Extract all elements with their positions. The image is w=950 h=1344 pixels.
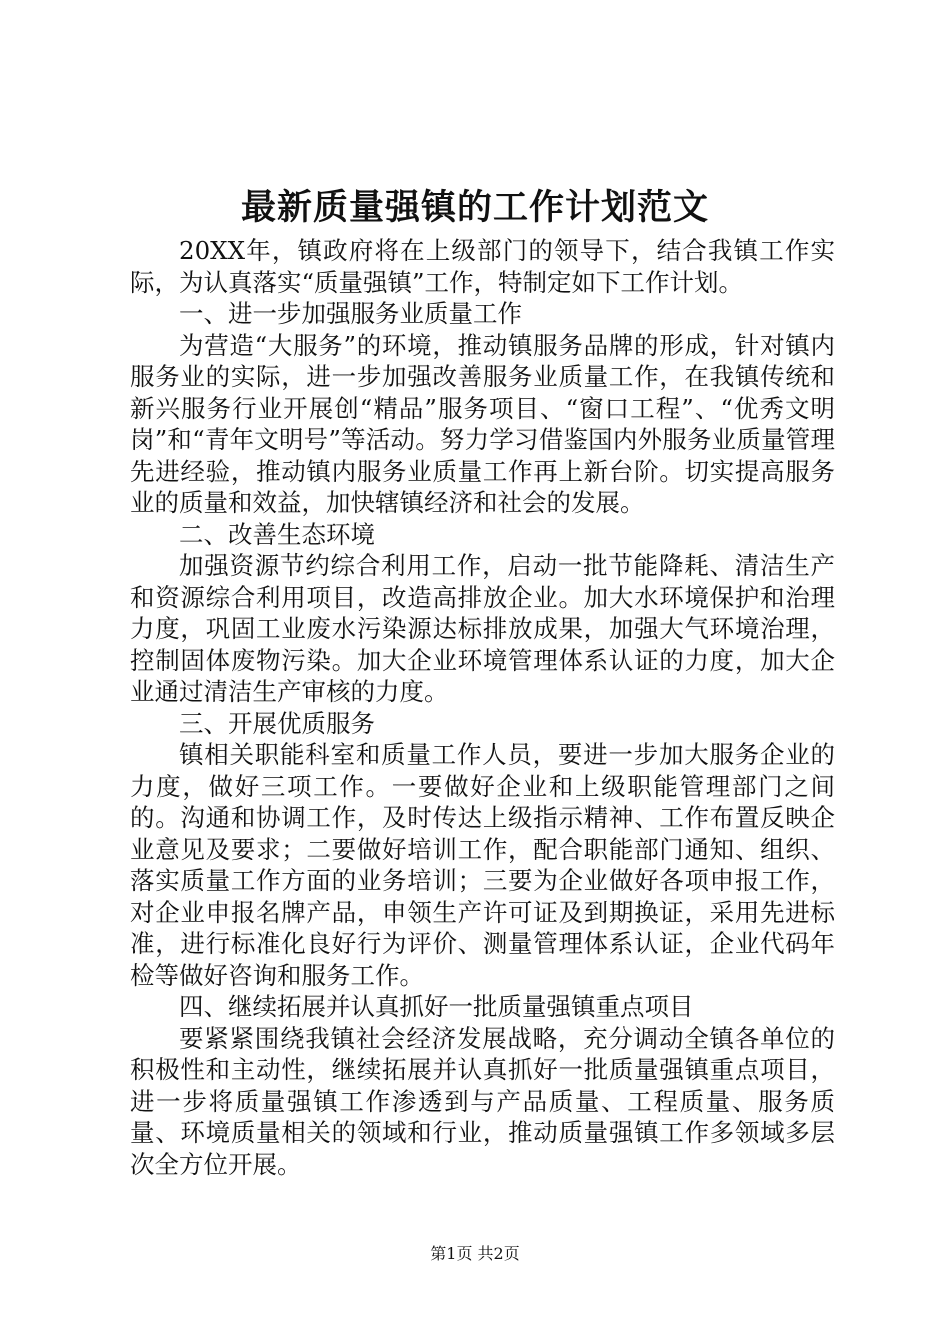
section-heading-1: 一、进一步加强服务业质量工作 [179,299,522,328]
section-heading-2: 二、改善生态环境 [179,519,375,549]
section-heading-3: 三、开展优质服务 [179,708,375,738]
document-title: 最新质量强镇的工作计划范文 [240,187,709,228]
section-paragraph-4: 要紧紧围绕我镇社会经济发展战略，充分调动全镇各单位的积极性和主动性，继续拓展并认真抓好一批质量强镇重点项目，进一步将质量强镇工作渗透到与产品质量、工程质量、服务质量、环境质量相关的领域和行业，推动质量强镇工作多领域多层次全方位开展。 [130,1023,835,1179]
document-body [130,235,835,1180]
section-heading-4: 四、继续拓展并认真抓好一批质量强镇重点项目 [179,992,694,1021]
intro-paragraph: 20XX年，镇政府将在上级部门的领导下，结合我镇工作实际，为认真落实“质量强镇”工作，特制定如下工作计划。 [130,236,835,297]
page-footer: 第1页 共2页 [430,1244,520,1263]
section-paragraph-3: 镇相关职能科室和质量工作人员，要进一步加大服务企业的力度，做好三项工作。一要做好企业和上级职能管理部门之间的。沟通和协调工作，及时传达上级指示精神、工作布置反映企业意见及要求；二要做好培训工作，配合职能部门通知、组织、落实质量工作方面的业务培训；三要为企业做好各项申报工作，对企业申报名牌产品，申领生产许可证及到期换证，采用先进标准，进行标准化良好行为评价、测量管理体系认证，企业代码年检等做好咨询和服务工作。 [130,740,835,990]
section-paragraph-2: 加强资源节约综合利用工作，启动一批节能降耗、清洁生产和资源综合利用项目，改造高排放企业。加大水环境保护和治理力度，巩固工业废水污染源达标排放成果，加强大气环境治理，控制固体废物污染。加大企业环境管理体系认证的力度，加大企业通过清洁生产审核的力度。 [130,551,835,706]
section-paragraph-1: 为营造“大服务”的环境，推动镇服务品牌的形成，针对镇内服务业的实际，进一步加强改善服务业质量工作，在我镇传统和新兴服务行业开展创“精品”服务项目、“窗口工程”、“优秀文明岗”和“青年文明号”等活动。努力学习借鉴国内外服务业质量管理先进经验，推动镇内服务业质量工作再上新台阶。切实提高服务业的质量和效益，加快辖镇经济和社会的发展。 [130,330,835,517]
